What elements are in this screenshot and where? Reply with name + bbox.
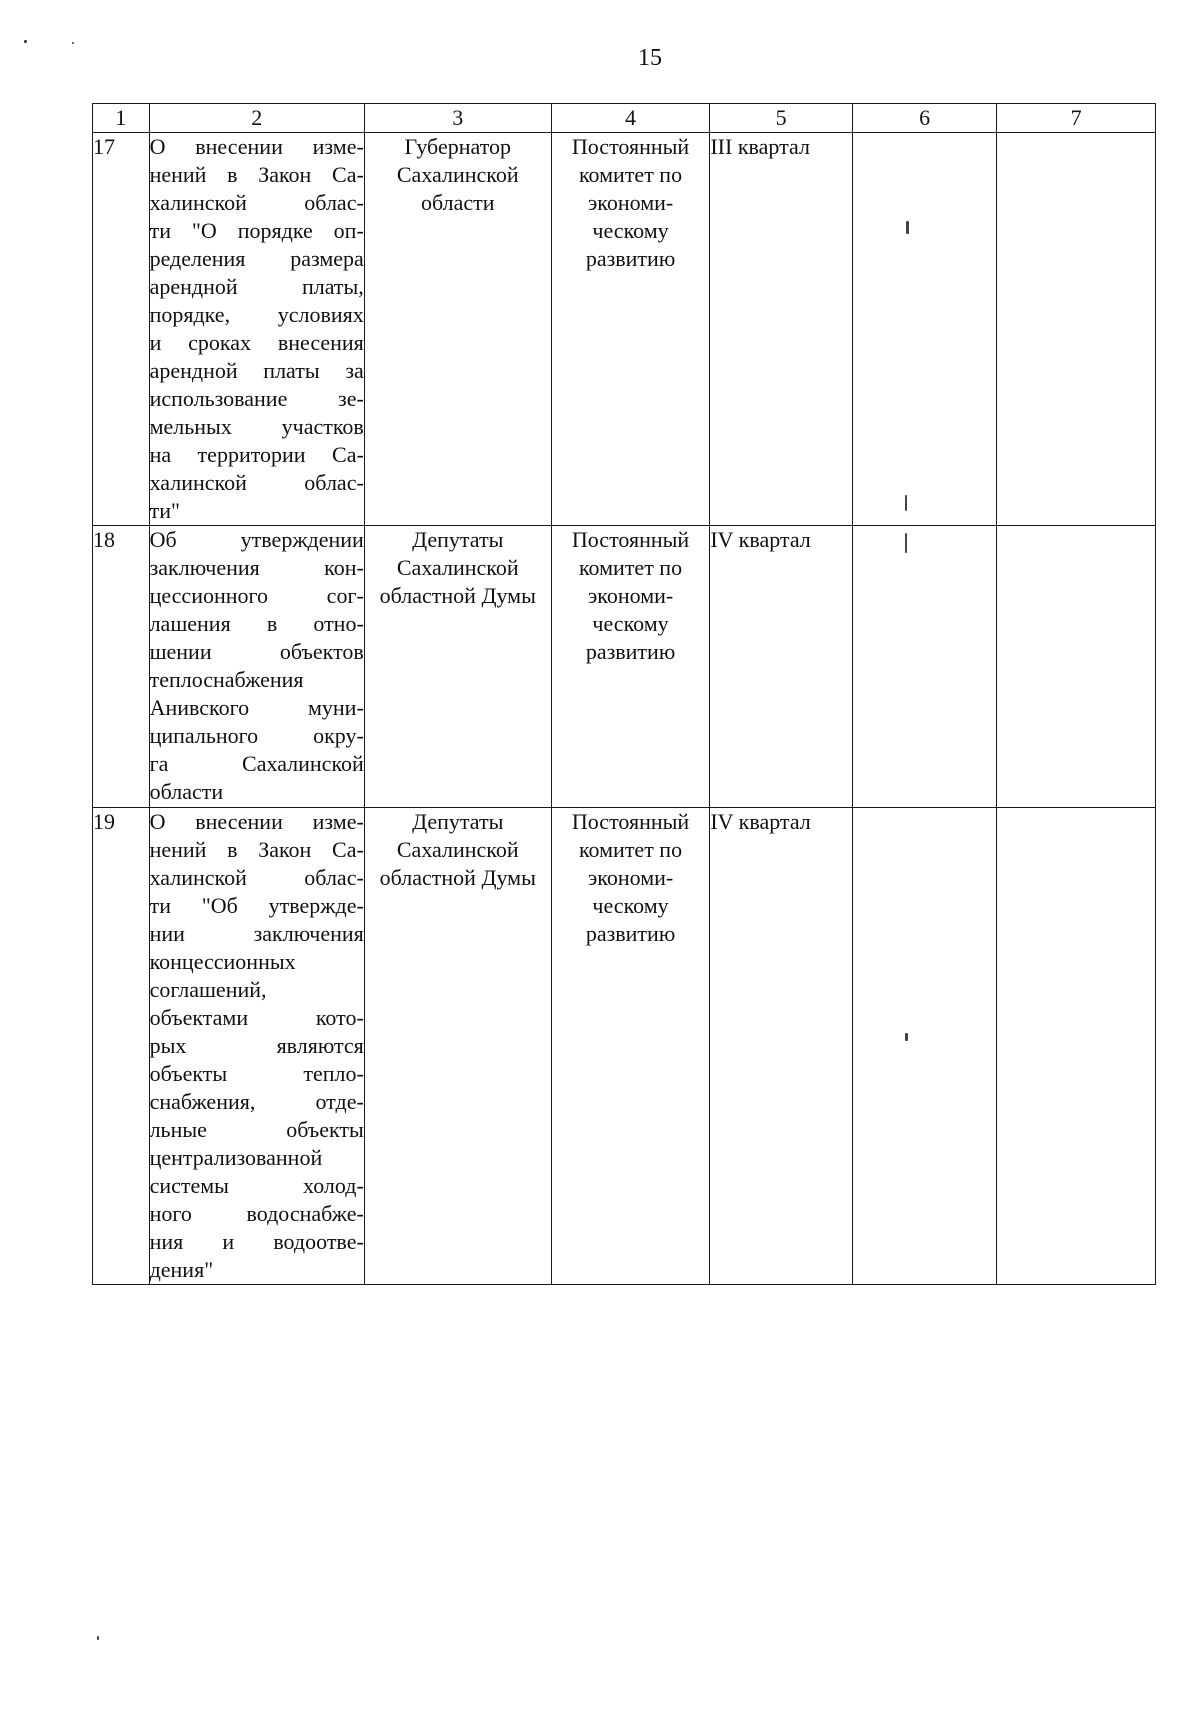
bill-title — [149, 808, 364, 1285]
bill-title-line: нений в Закон Са- — [149, 162, 364, 187]
bill-title-line: льные объекты — [149, 1117, 364, 1142]
initiator — [364, 808, 551, 1285]
header-cell-3: 3 — [364, 104, 551, 133]
column-7-cell — [997, 526, 1156, 808]
initiator-line: Сахалинской — [396, 162, 519, 187]
scan-speck — [24, 40, 27, 43]
committee-line: комитет по — [578, 555, 683, 580]
initiator — [364, 133, 551, 526]
header-cell-1: 1 — [93, 104, 150, 133]
scan-speck — [905, 533, 907, 553]
committee-line: развитию — [585, 639, 676, 664]
committee-line: экономи- — [587, 583, 674, 608]
bill-title-line: Анивского муни- — [149, 695, 364, 720]
scan-speck — [906, 221, 909, 234]
bill-title — [149, 133, 364, 526]
bill-title-line: дения" — [149, 1257, 214, 1282]
responsible-committee — [551, 133, 710, 526]
responsible-committee — [551, 526, 710, 808]
scan-speck — [905, 1033, 908, 1041]
bill-title-line: порядке, условиях — [149, 302, 364, 327]
initiator-line: областной Думы — [379, 865, 536, 890]
submission-period: IV квартал — [710, 808, 852, 1285]
initiator — [364, 526, 551, 808]
table-row — [93, 133, 1156, 526]
bill-title-line: и сроках внесения — [149, 330, 364, 355]
committee-line: развитию — [585, 246, 676, 271]
bill-title-line: на территории Са- — [149, 442, 364, 467]
bill-title-line: нений в Закон Са- — [149, 837, 364, 862]
column-6-cell — [852, 133, 996, 526]
bill-title-line: О внесении изме- — [149, 809, 364, 834]
bill-title-line: ного водоснабже- — [149, 1201, 364, 1226]
header-cell-6: 6 — [852, 104, 996, 133]
committee-line: экономи- — [587, 865, 674, 890]
responsible-committee — [551, 808, 710, 1285]
bill-title-line: халинской облас- — [149, 865, 364, 890]
header-cell-7: 7 — [997, 104, 1156, 133]
bill-title-line: арендной платы за — [149, 358, 364, 383]
bill-title-line: О внесении изме- — [149, 134, 364, 159]
committee-line: Постоянный — [571, 527, 690, 552]
row-number: 17 — [93, 133, 150, 526]
bill-title-line: концессионных — [149, 949, 296, 974]
bill-title-line: нии заключения — [149, 921, 364, 946]
row-number: 19 — [93, 808, 150, 1285]
bill-title-line: соглашений, — [149, 977, 267, 1002]
bill-title-line: лашения в отно- — [149, 611, 364, 636]
bill-title-line: ципального окру- — [149, 723, 364, 748]
initiator-line: Депутаты — [412, 809, 504, 834]
bill-title-line: шении объектов — [149, 639, 364, 664]
legislative-plan-table — [92, 103, 1156, 1285]
bill-title-line: га Сахалинской — [149, 751, 364, 776]
page-number: 15 — [638, 45, 662, 71]
committee-line: комитет по — [578, 162, 683, 187]
initiator-line: областной Думы — [379, 583, 536, 608]
bill-title-line: снабжения, отде- — [149, 1089, 364, 1114]
bill-title-line: теплоснабжения — [149, 667, 304, 692]
bill-title-line: объектами кото- — [149, 1005, 364, 1030]
bill-title-line: халинской облас- — [149, 190, 364, 215]
bill-title-line: Об утверждении — [149, 527, 364, 552]
bill-title-line: централизованной — [149, 1145, 323, 1170]
column-6-cell — [852, 808, 996, 1285]
row-number: 18 — [93, 526, 150, 808]
initiator-line: Сахалинской — [396, 555, 519, 580]
table-row — [93, 808, 1156, 1285]
submission-period: IV квартал — [710, 526, 852, 808]
bill-title-line: использование зе- — [149, 386, 364, 411]
committee-line: ческому — [592, 893, 669, 918]
bill-title-line: ределения размера — [149, 246, 364, 271]
bill-title-line: заключения кон- — [149, 555, 364, 580]
bill-title-line: объекты тепло- — [149, 1061, 364, 1086]
submission-period: III квартал — [710, 133, 852, 526]
header-row — [93, 104, 1156, 133]
committee-line: развитию — [585, 921, 676, 946]
committee-line: Постоянный — [571, 809, 690, 834]
header-cell-5: 5 — [710, 104, 852, 133]
bill-title-line: ти "О порядке оп- — [149, 218, 364, 243]
bill-title-line: системы холод- — [149, 1173, 364, 1198]
bill-title-line: рых являются — [149, 1033, 364, 1058]
bill-title-line: ти" — [149, 498, 180, 523]
header-cell-2: 2 — [149, 104, 364, 133]
bill-title-line: ти "Об утвержде- — [149, 893, 364, 918]
scan-speck — [97, 1636, 99, 1640]
committee-line: ческому — [592, 218, 669, 243]
bill-title-line: области — [149, 779, 224, 804]
bill-title-line: халинской облас- — [149, 470, 364, 495]
committee-line: Постоянный — [571, 134, 690, 159]
initiator-line: Сахалинской — [396, 837, 519, 862]
table-row — [93, 526, 1156, 808]
committee-line: комитет по — [578, 837, 683, 862]
header-cell-4: 4 — [551, 104, 710, 133]
bill-title-line: цессионного сог- — [149, 583, 364, 608]
initiator-line: Депутаты — [412, 527, 504, 552]
committee-line: экономи- — [587, 190, 674, 215]
bill-title — [149, 526, 364, 808]
scan-speck — [72, 42, 74, 44]
bill-title-line: ния и водоотве- — [149, 1229, 364, 1254]
initiator-line: области — [420, 190, 495, 215]
bill-title-line: мельных участков — [149, 414, 364, 439]
committee-line: ческому — [592, 611, 669, 636]
initiator-line: Губернатор — [404, 134, 512, 159]
column-6-cell — [852, 526, 996, 808]
bill-title-line: арендной платы, — [149, 274, 364, 299]
scan-speck — [905, 495, 907, 511]
column-7-cell — [997, 133, 1156, 526]
column-7-cell — [997, 808, 1156, 1285]
